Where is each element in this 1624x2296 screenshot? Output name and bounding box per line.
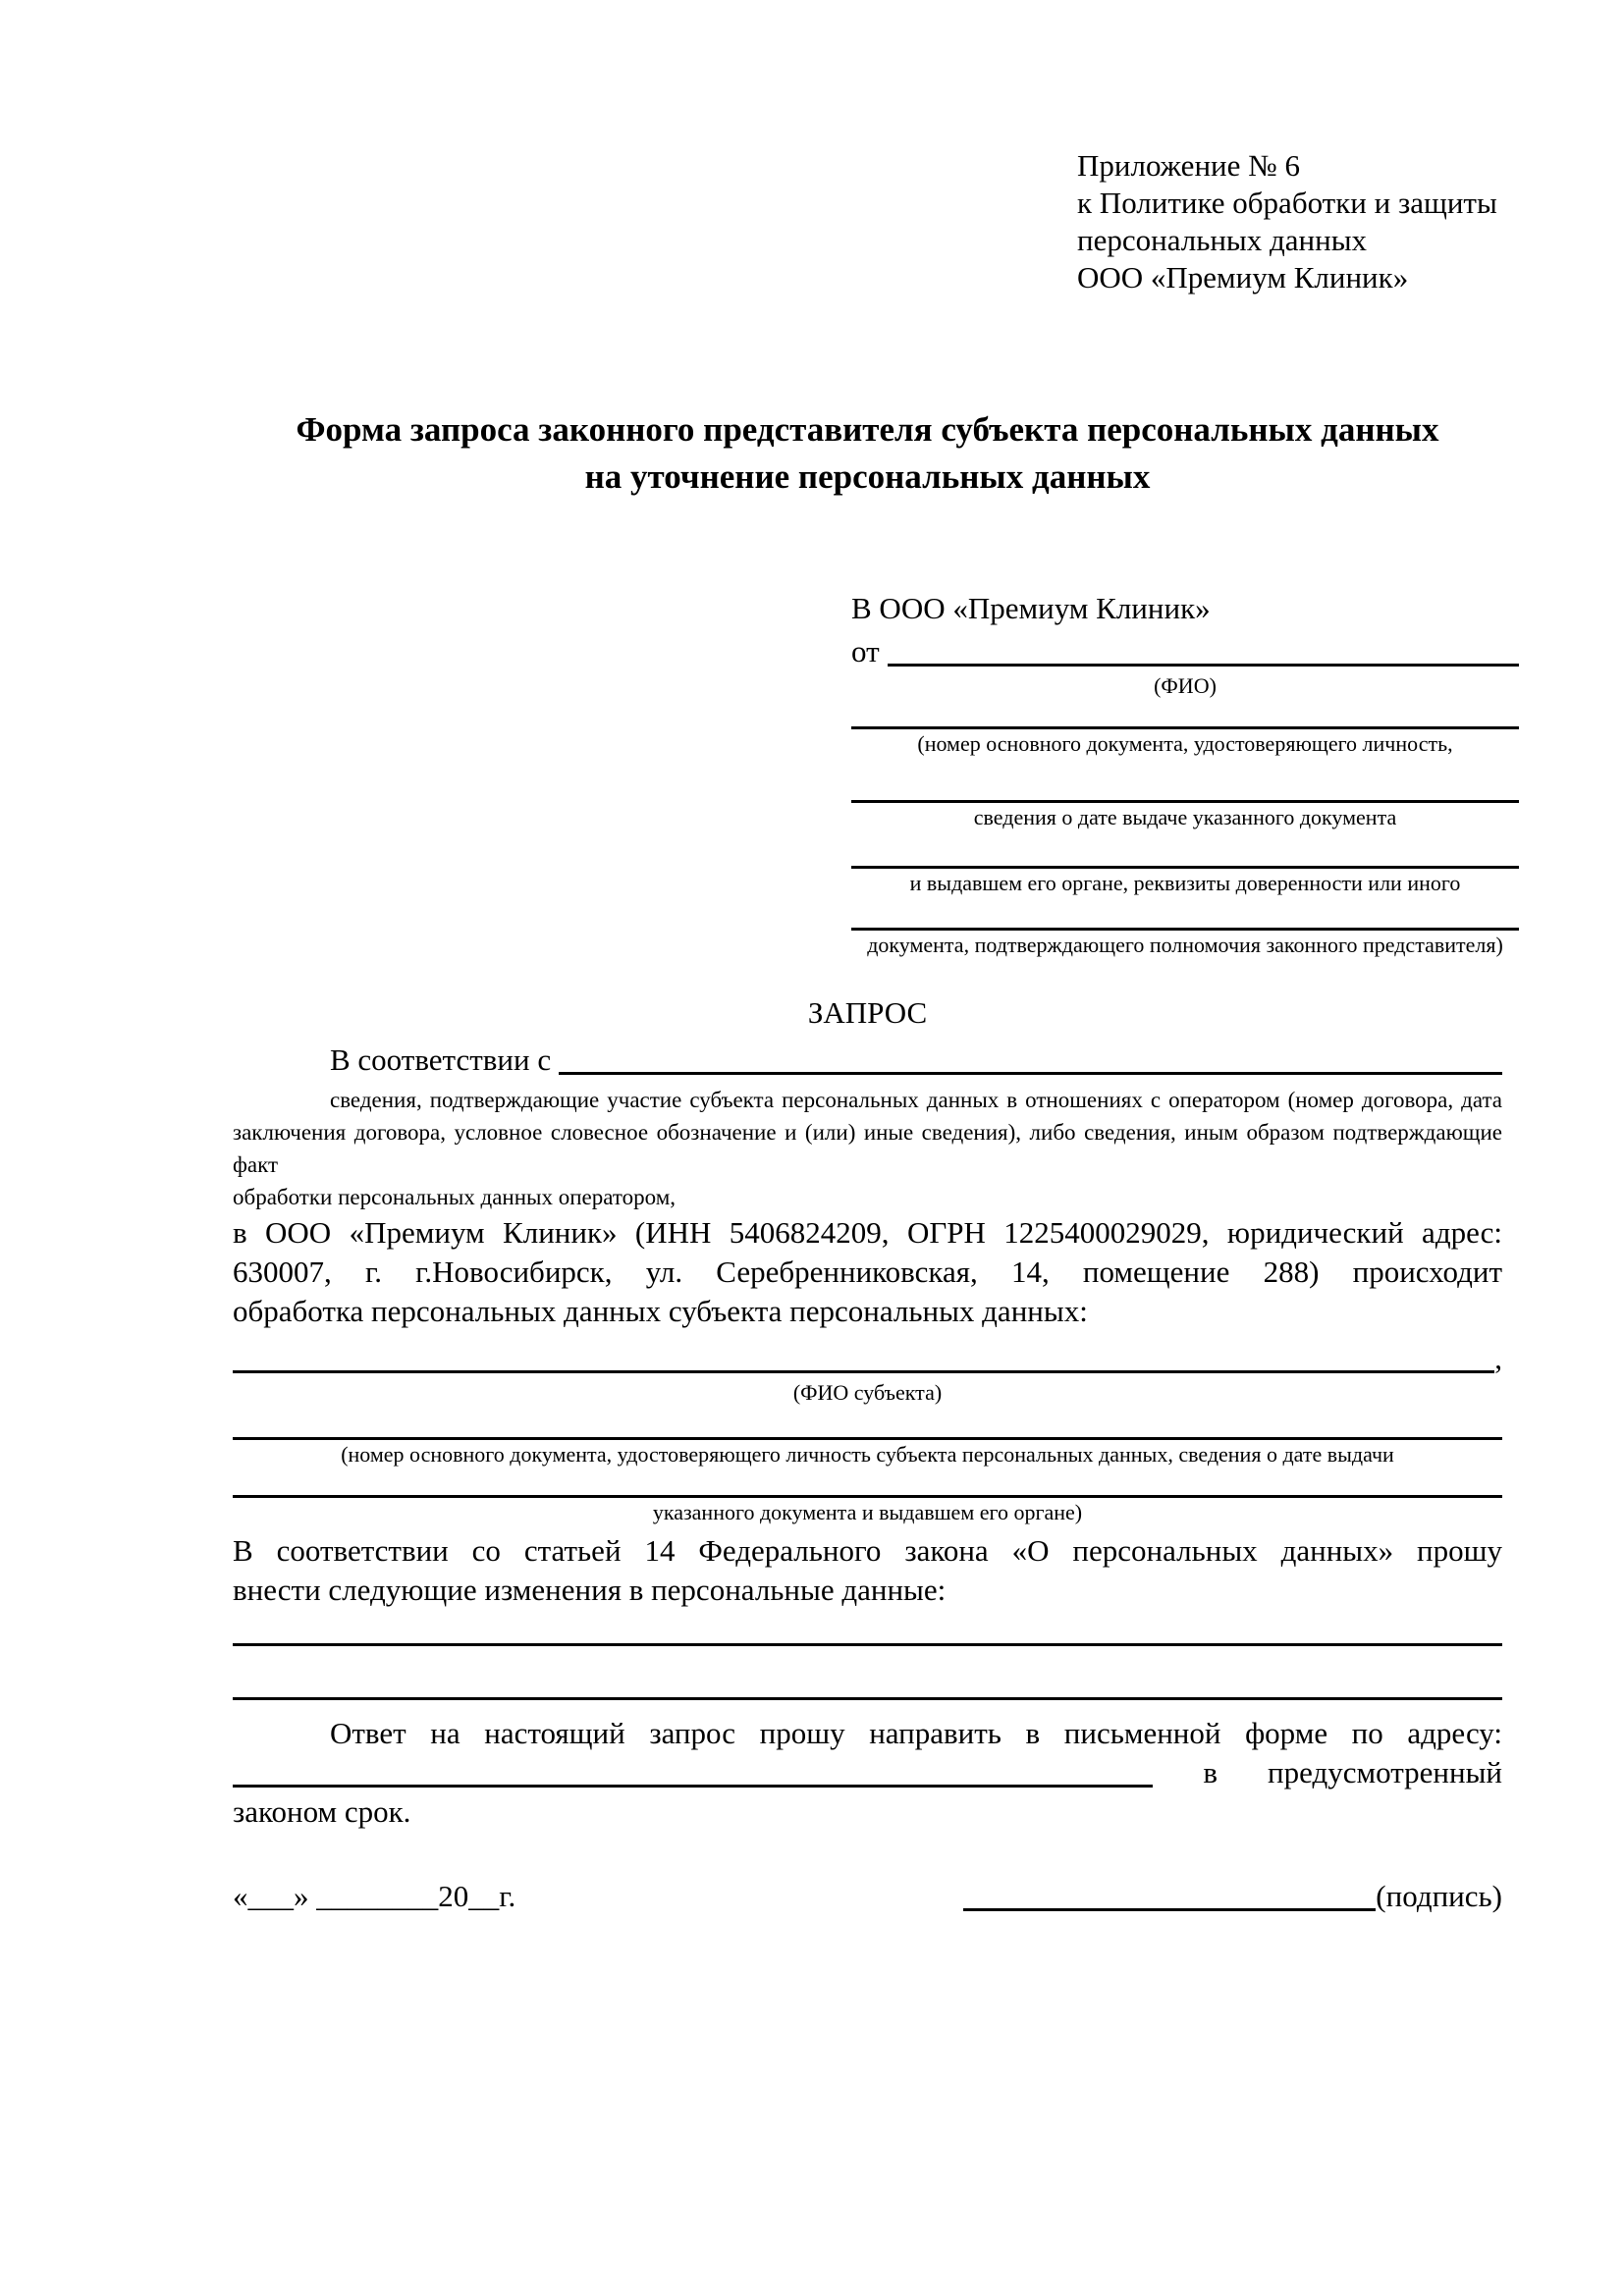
law-paragraph (233, 1531, 1502, 1610)
appendix-line-3: персональных данных (1077, 223, 1368, 257)
subject-doc-blank-2[interactable] (233, 1468, 1502, 1498)
signature-group (963, 1877, 1502, 1916)
answer-word-predusmotrenny: предусмотренный (1268, 1755, 1502, 1789)
law-line-2: внести следующие изменения в персональные данные: (233, 1573, 947, 1607)
subject-comma: , (1494, 1341, 1502, 1375)
representative-doc-caption-3: и выдавшем его органе, реквизиты доверенности или иного (909, 871, 1461, 895)
operator-line-3: обработка персональных данных субъекта персональных данных: (233, 1294, 1088, 1328)
operator-line-2: 630007, г. г.Новосибирск, ул. Серебренниковская, 14, помещение 288) происходит (233, 1255, 1502, 1289)
representative-doc-blank-3[interactable] (851, 830, 1519, 869)
subject-name-row (233, 1339, 1502, 1378)
subject-doc-caption-2: указанного документа и выдавшем его органе) (652, 1500, 1083, 1524)
date-signature-row (233, 1877, 1502, 1916)
subject-fio-caption: (ФИО субъекта) (792, 1380, 943, 1405)
changes-blank-2[interactable] (233, 1646, 1502, 1700)
operator-line-1: в ООО «Премиум Клиник» (ИНН 5406824209, ОГРН 1225400029029, юридический адрес: (233, 1215, 1502, 1250)
subject-doc-blank-1[interactable] (233, 1406, 1502, 1440)
document-title (233, 406, 1502, 501)
basis-footnote-line-3: обработки персональных данных оператором, (233, 1185, 676, 1209)
answer-paragraph (233, 1714, 1502, 1832)
answer-line-3: законом срок. (233, 1794, 411, 1829)
appendix-header (1077, 147, 1502, 296)
representative-doc-caption-1: (номер основного документа, удостоверяющего личность, (917, 731, 1453, 756)
signature-blank[interactable] (963, 1908, 1376, 1911)
answer-address-row (233, 1753, 1502, 1792)
changes-blank-1[interactable] (233, 1610, 1502, 1646)
accordance-row (233, 1041, 1502, 1080)
title-line-2: на уточнение персональных данных (584, 457, 1151, 496)
accordance-basis-blank[interactable] (559, 1071, 1502, 1075)
addressee-organization: В ООО «Премиум Клиник» (851, 591, 1211, 625)
accordance-label: В соответствии с (330, 1042, 552, 1077)
basis-footnote-paragraph (233, 1084, 1502, 1213)
request-heading: ЗАПРОС (807, 995, 928, 1030)
representative-doc-caption-2: сведения о дате выдаче указанного документа (973, 805, 1397, 829)
from-row (851, 632, 1519, 671)
answer-line-1: Ответ на настоящий запрос прошу направить в письменной форме по адресу: (330, 1716, 1502, 1750)
date-stub[interactable]: «___» ________20__г. (233, 1879, 516, 1913)
from-label: от (851, 634, 880, 668)
appendix-line-1: Приложение № 6 (1077, 148, 1300, 183)
answer-word-v: в (1203, 1755, 1218, 1789)
appendix-line-2: к Политике обработки и защиты (1077, 186, 1497, 220)
answer-address-blank[interactable] (233, 1785, 1153, 1788)
basis-footnote-line-1: сведения, подтверждающие участие субъекта персональных данных в отношениях с оператором (номер договора, дата (330, 1088, 1502, 1112)
addressee-block (851, 589, 1519, 958)
subject-name-blank[interactable] (233, 1369, 1494, 1373)
appendix-line-4: ООО «Премиум Клиник» (1077, 260, 1409, 294)
representative-doc-caption-4: документа, подтверждающего полномочия законного представителя) (867, 933, 1503, 957)
operator-paragraph (233, 1213, 1502, 1331)
fio-caption: (ФИО) (1154, 673, 1217, 698)
law-line-1: В соответствии со статьей 14 Федерального закона «О персональных данных» прошу (233, 1533, 1502, 1568)
representative-doc-blank-1[interactable] (851, 699, 1519, 729)
representative-name-blank[interactable] (888, 663, 1519, 667)
subject-doc-caption-1: (номер основного документа, удостоверяющего личность субъекта персональных данных, сведения о дате выдачи (341, 1442, 1394, 1467)
representative-doc-blank-4[interactable] (851, 896, 1519, 931)
representative-doc-blank-2[interactable] (851, 757, 1519, 803)
signature-caption: (подпись) (1376, 1879, 1502, 1913)
basis-footnote-line-2: заключения договора, условное словесное обозначение и (или) иные сведения), либо сведения, иным образом подтверждающие факт (233, 1120, 1502, 1177)
title-line-1: Форма запроса законного представителя субъекта персональных данных (296, 410, 1439, 449)
